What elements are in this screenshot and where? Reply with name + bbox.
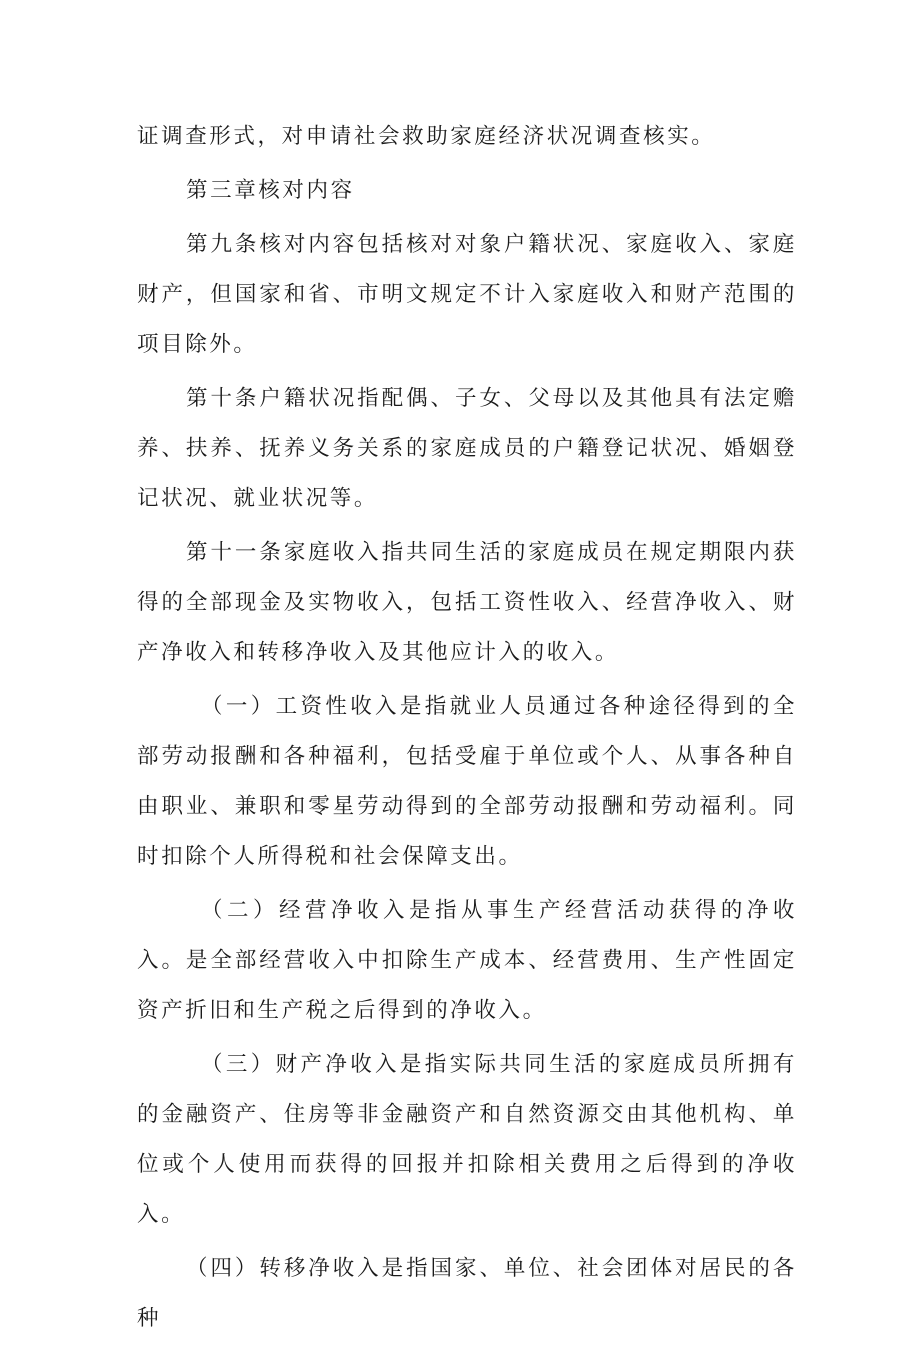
paragraph-continuation: 证调查形式，对申请社会救助家庭经济状况调查核实。 xyxy=(137,124,716,149)
document-body xyxy=(137,112,797,1348)
item-1-paragraph: （一）工资性收入是指就业人员通过各种途径得到的全部劳动报酬和各种福利，包括受雇于单位或个人、从事各种自由职业、兼职和零星劳动得到的全部劳动报酬和劳动福利。同时扣除个人所得税和社会保障支出。 xyxy=(137,694,797,869)
item-2-paragraph: （二）经营净收入是指从事生产经营活动获得的净收入。是全部经营收入中扣除生产成本、经营费用、生产性固定资产折旧和生产税之后得到的净收入。 xyxy=(137,898,797,1023)
chapter-heading: 第三章核对内容 xyxy=(186,178,355,203)
article-11-paragraph: 第十一条家庭收入指共同生活的家庭成员在规定期限内获得的全部现金及实物收入，包括工资性收入、经营净收入、财产净收入和转移净收入及其他应计入的收入。 xyxy=(137,540,797,665)
item-3-paragraph: （三）财产净收入是指实际共同生活的家庭成员所拥有的金融资产、住房等非金融资产和自然资源交由其他机构、单位或个人使用而获得的回报并扣除相关费用之后得到的净收入。 xyxy=(137,1052,797,1227)
article-9-paragraph: 第九条核对内容包括核对对象户籍状况、家庭收入、家庭财产，但国家和省、市明文规定不计入家庭收入和财产范围的项目除外。 xyxy=(137,232,797,357)
article-10-paragraph: 第十条户籍状况指配偶、子女、父母以及其他具有法定赡养、扶养、抚养义务关系的家庭成员的户籍登记状况、婚姻登记状况、就业状况等。 xyxy=(137,386,797,511)
item-4-paragraph: （四）转移净收入是指国家、单位、社会团体对居民的各种 xyxy=(137,1256,797,1331)
